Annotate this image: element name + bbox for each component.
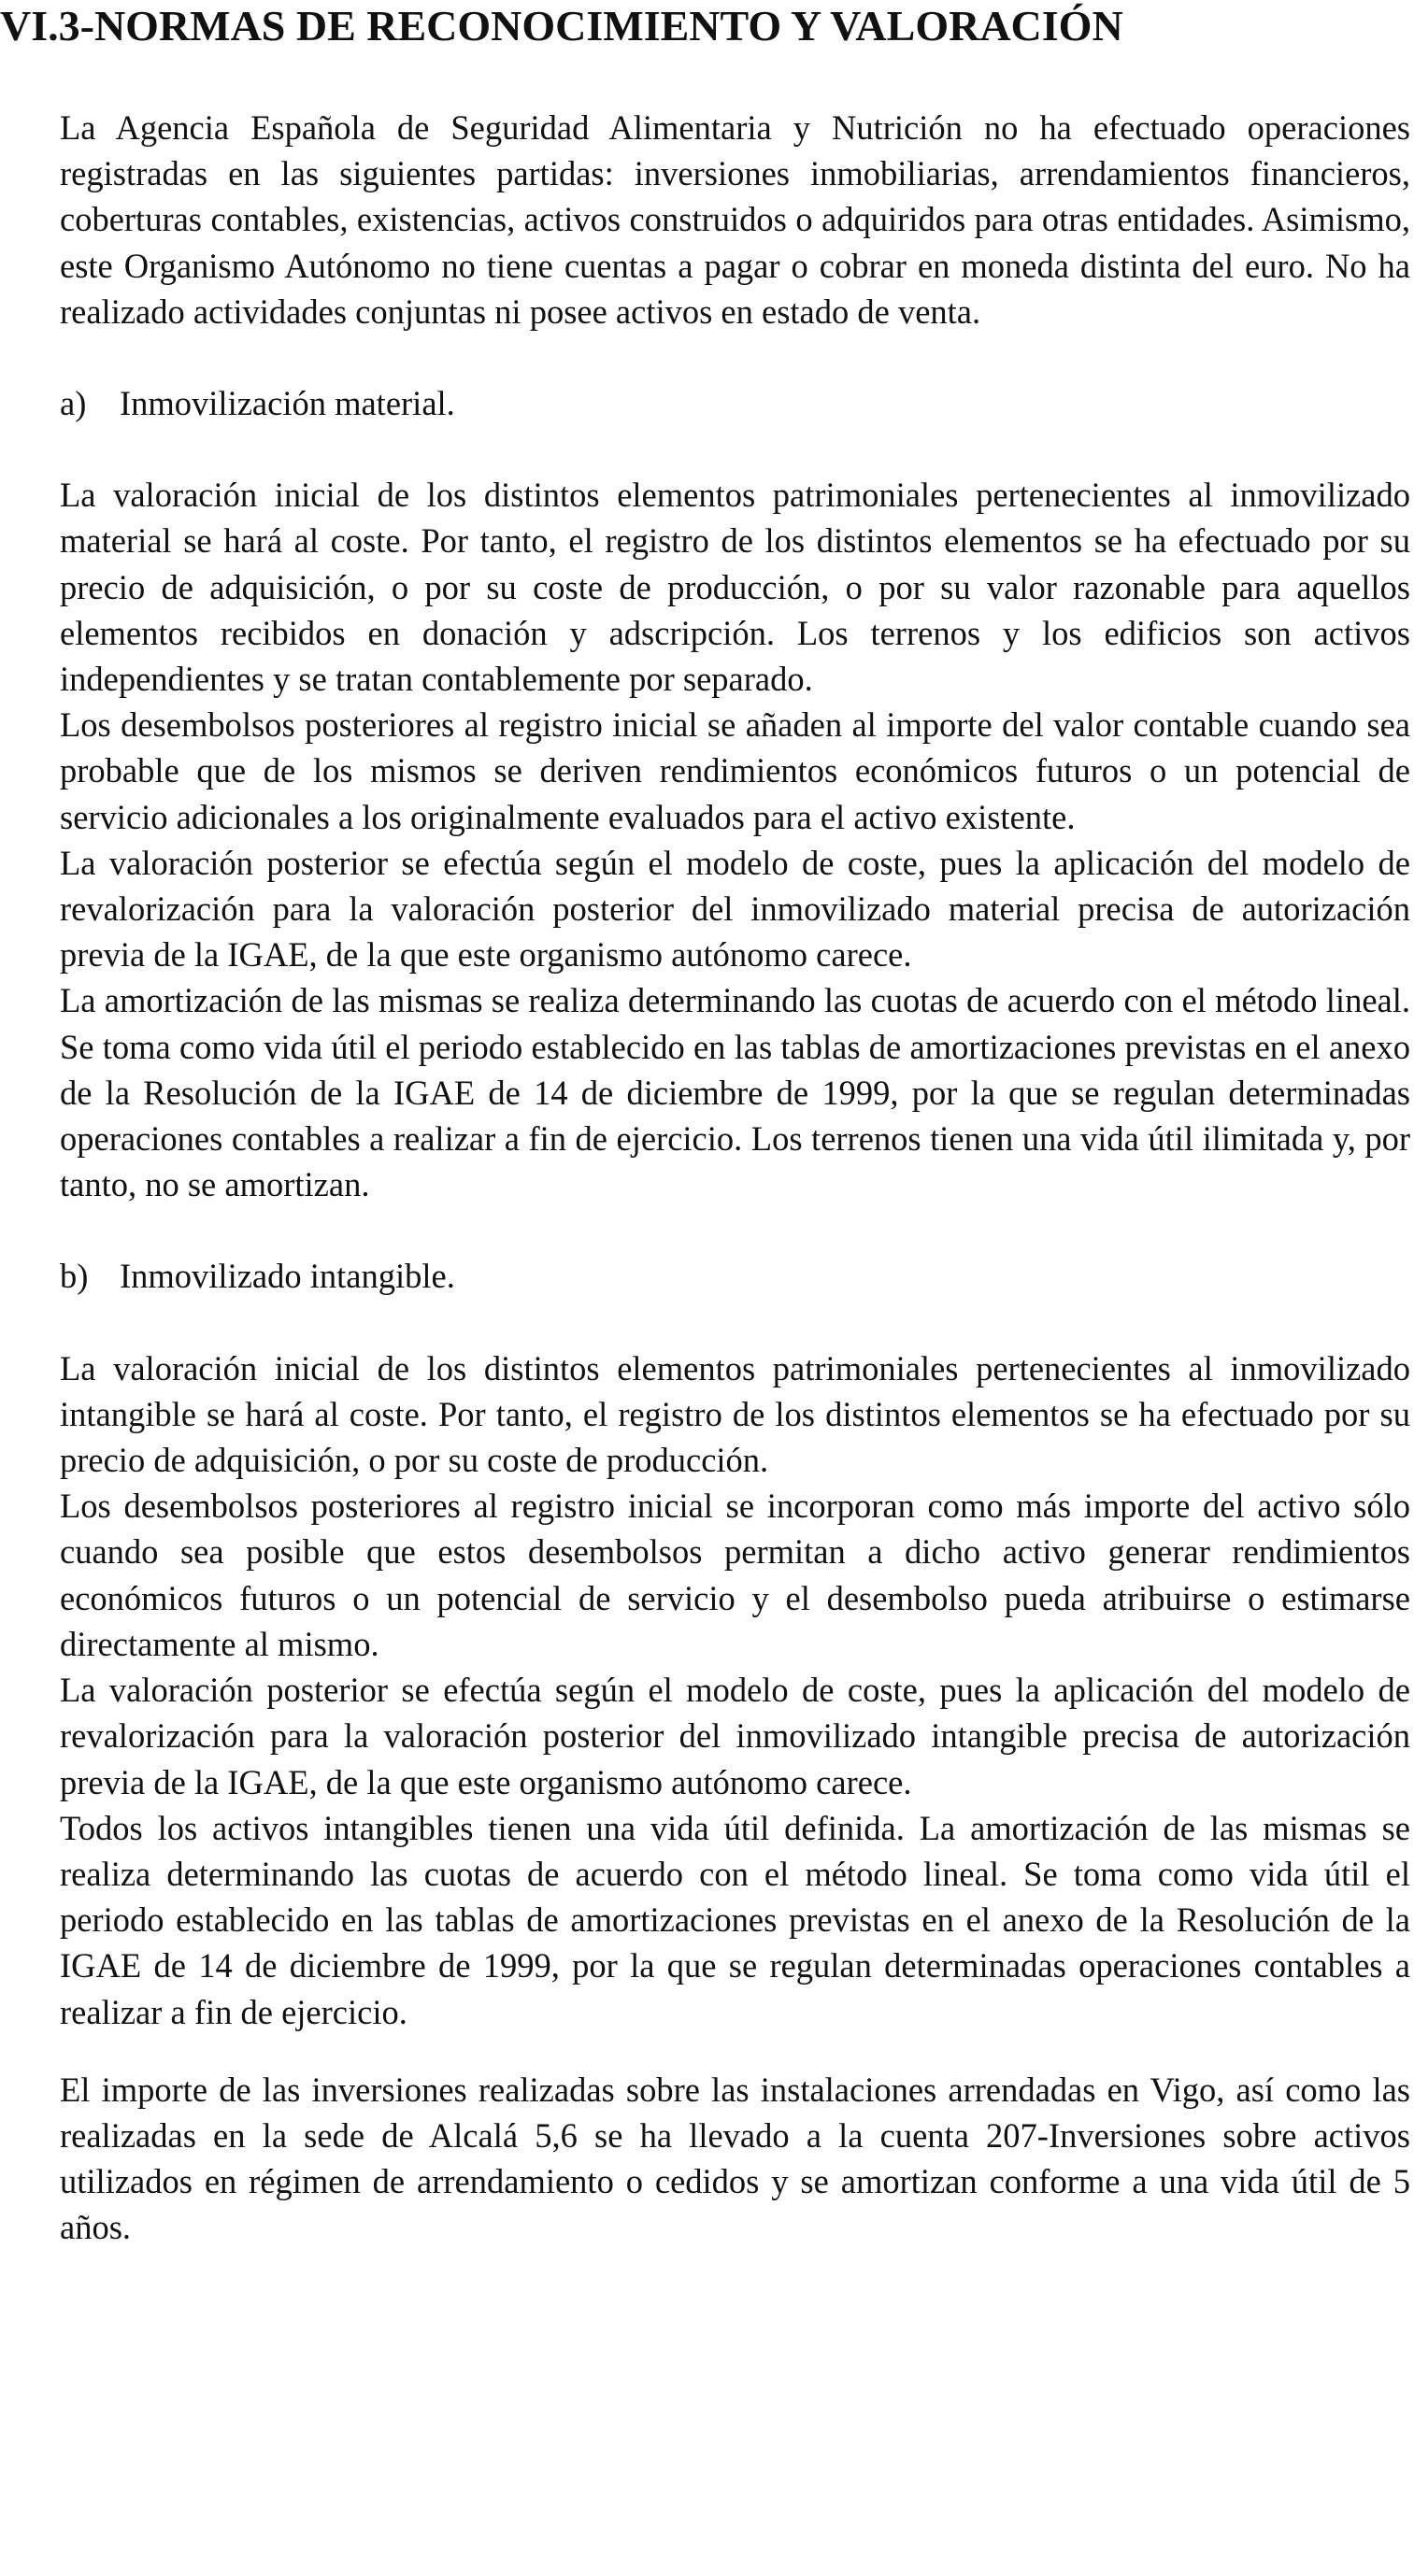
section-a-paragraph-4: La amortización de las mismas se realiza determinando las cuotas de acuerdo con el método lineal. Se toma como vida útil el periodo establecido en las tablas de amortizaciones previstas en el anexo de la Resolución de la IGAE de 14 de diciembre de 1999, por la que se regulan determinadas operaciones contables a realizar a fin de ejercicio. Los terrenos tienen una vida útil ilimitada y, por tanto, no se amortizan. [60, 981, 1410, 1204]
section-b-paragraph-4: Todos los activos intangibles tienen una vida útil definida. La amortización de las mismas se realiza determinando las cuotas de acuerdo con el método lineal. Se toma como vida útil el periodo establecido en las tablas de amortizaciones previstas en el anexo de la Resolución de la IGAE de 14 de diciembre de 1999, por la que se regulan determinadas operaciones contables a realizar a fin de ejercicio. [60, 1808, 1410, 2031]
section-b-paragraph-1: La valoración inicial de los distintos elementos patrimoniales pertenecientes al inmovilizado intangible se hará al coste. Por tanto, el registro de los distintos elementos se ha efectuado por su precio de adquisición, o por su coste de producción. [60, 1348, 1410, 1480]
page-title: VI.3-NORMAS DE RECONOCIMIENTO Y VALORACIÓN [0, 2, 1123, 50]
section-a-title: Inmovilización material. [120, 384, 455, 423]
section-a-paragraph-1: La valoración inicial de los distintos elementos patrimoniales pertenecientes al inmovilizado material se hará al coste. Por tanto, el registro de los distintos elementos se ha efectuado por su precio de adquisición, o por su coste de producción, o por su valor razonable para aquellos elementos recibidos en donación y adscripción. Los terrenos y los edificios son activos independientes y se tratan contablemente por separado. [60, 476, 1410, 699]
section-b-title: Inmovilizado intangible. [120, 1257, 455, 1296]
section-b-paragraph-3: La valoración posterior se efectúa según el modelo de coste, pues la aplicación del modelo de revalorización para la valoración posterior del inmovilizado intangible precisa de autorización previa de la IGAE, de la que este organismo autónomo carece. [60, 1671, 1410, 1801]
intro-paragraph: La Agencia Española de Seguridad Alimentaria y Nutrición no ha efectuado operaciones registradas en las siguientes partidas: inversiones inmobiliarias, arrendamientos financieros, coberturas contables, existencias, activos construidos o adquiridos para otras entidades. Asimismo, este Organismo Autónomo no tiene cuentas a pagar o cobrar en moneda distinta del euro. No ha realizado actividades conjuntas ni posee activos en estado de venta. [60, 108, 1410, 331]
section-b-heading [60, 1253, 1410, 1299]
section-b-closing-paragraph: El importe de las inversiones realizadas sobre las instalaciones arrendadas en Vigo, así como las realizadas en la sede de Alcalá 5,6 se ha llevado a la cuenta 207-Inversiones sobre activos utilizados en régimen de arrendamiento o cedidos y se amortizan conforme a una vida útil de 5 años. [60, 2070, 1410, 2247]
section-b-paragraph-2: Los desembolsos posteriores al registro inicial se incorporan como más importe del activo sólo cuando sea posible que estos desembolsos permitan a dicho activo generar rendimientos económicos futuros o un potencial de servicio y el desembolso pueda atribuirse o estimarse directamente al mismo. [60, 1487, 1410, 1663]
section-a-paragraph-2: Los desembolsos posteriores al registro inicial se añaden al importe del valor contable cuando sea probable que de los mismos se deriven rendimientos económicos futuros o un potencial de servicio adicionales a los originalmente evaluados para el activo existente. [60, 705, 1410, 836]
section-a-heading [60, 380, 1410, 426]
section-b-marker: b) [60, 1257, 89, 1296]
document-body [60, 105, 1410, 2251]
section-a-paragraph-3: La valoración posterior se efectúa según el modelo de coste, pues la aplicación del modelo de revalorización para la valoración posterior del inmovilizado material precisa de autorización previa de la IGAE, de la que este organismo autónomo carece. [60, 843, 1410, 975]
section-a-marker: a) [60, 384, 87, 423]
